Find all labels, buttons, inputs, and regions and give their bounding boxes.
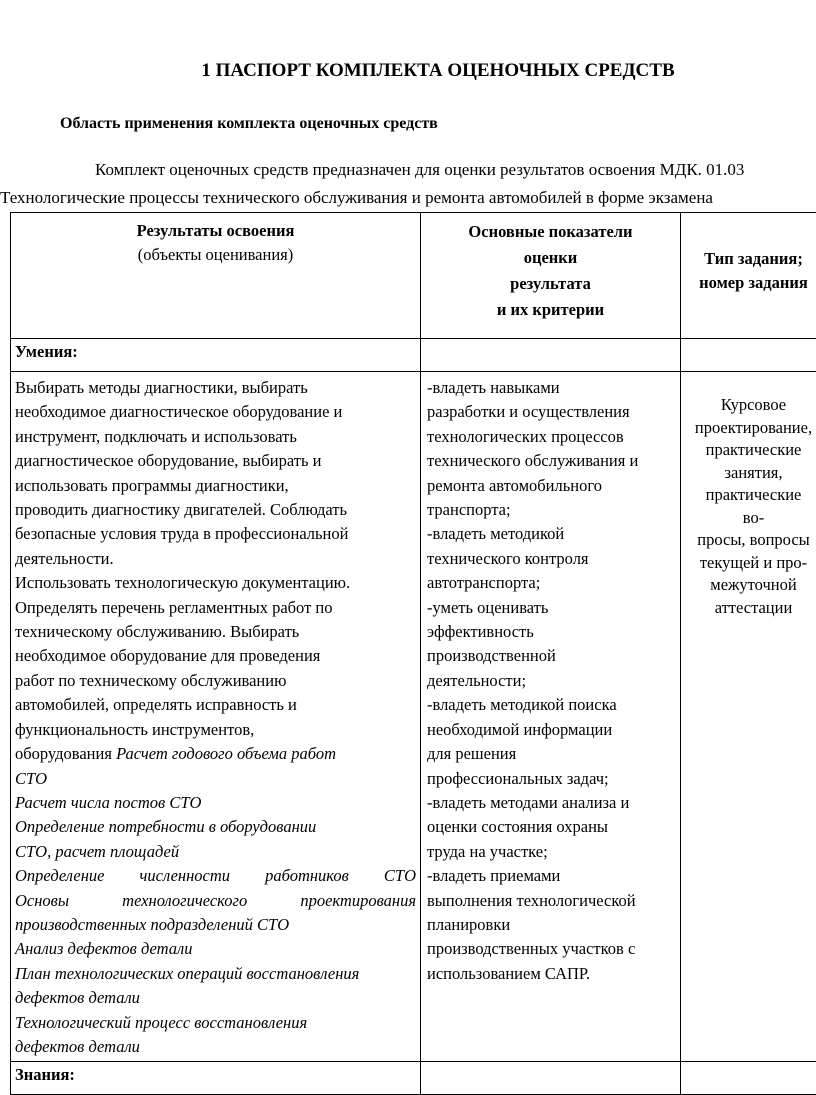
skills-italic-line: Технологический процесс восстановления [15,1011,416,1035]
header-results [11,213,421,339]
indicator-line: -владеть методикой поиска [427,693,676,717]
assessment-table [10,212,816,1095]
indicators-cell [421,372,681,1062]
skills-italic-line: СТО, расчет площадей [15,840,416,864]
page-title: 1 ПАСПОРТ КОМПЛЕКТА ОЦЕНОЧНЫХ СРЕДСТВ [0,60,816,82]
indicator-line: профессиональных задач; [427,767,676,791]
indicator-line: -владеть методами анализа и [427,791,676,815]
skills-line: необходимое диагностическое оборудование и [15,400,416,424]
indicator-line: выполнения технологической [427,889,676,913]
skills-line-mixed [15,742,416,766]
header-indicators [421,213,681,339]
task-type-line: Курсовое [683,394,816,417]
indicator-line: использованием САПР. [427,962,676,986]
knowledge-label: Знания: [11,1062,421,1095]
indicator-line: оценки состояния охраны [427,815,676,839]
indicator-line: -владеть навыками [427,376,676,400]
table-header-row [11,213,816,339]
task-type-line: практические [683,484,816,507]
indicator-item [427,522,676,595]
skills-italic-line: СТО [15,767,416,791]
header-task-type [681,213,816,339]
task-type-line: аттестации [683,597,816,620]
indicator-line: необходимой информации [427,718,676,742]
empty-cell [421,339,681,372]
skills-line: инструмент, подключать и использовать [15,425,416,449]
indicator-line: технического контроля [427,547,676,571]
intro-line-2: Технологические процессы технического обслуживания и ремонта автомобилей в форме экзамена [0,188,816,208]
indicator-line: -владеть методикой [427,522,676,546]
empty-cell [421,1062,681,1095]
indicator-line: планировки [427,913,676,937]
skills-italic-line: План технологических операций восстановления [15,962,416,986]
skills-line: автомобилей, определять исправность и [15,693,416,717]
indicator-line: разработки и осуществления [427,400,676,424]
skills-italic-line: Расчет числа постов СТО [15,791,416,815]
indicator-item [427,596,676,694]
skills-line: проводить диагностику двигателей. Соблюдать [15,498,416,522]
task-type-line: текущей и про- [683,552,816,575]
indicator-line: автотранспорта; [427,571,676,595]
skills-line: Выбирать методы диагностики, выбирать [15,376,416,400]
indicator-item [427,693,676,791]
skills-line: использовать программы диагностики, [15,474,416,498]
empty-cell [681,339,816,372]
task-type-line: во- [683,507,816,530]
skills-italic-line: производственных подразделений СТО [15,913,416,937]
empty-cell [681,1062,816,1095]
skills-line: работ по техническому обслуживанию [15,669,416,693]
task-type-line: просы, вопросы [683,529,816,552]
skills-line: техническому обслуживанию. Выбирать [15,620,416,644]
header-indicators-line: оценки [421,245,680,271]
skills-line: Использовать технологическую документацию. [15,571,416,595]
skills-line: безопасные условия труда в профессиональной [15,522,416,546]
knowledge-section-row [11,1062,816,1095]
indicator-line: -владеть приемами [427,864,676,888]
header-indicators-line: и их критерии [421,297,680,323]
header-results-title: Результаты освоения [11,219,420,243]
header-results-subtitle: (объекты оценивания) [11,243,420,267]
indicator-line: деятельности; [427,669,676,693]
skills-plain-text: оборудования [15,744,116,763]
indicator-line: ремонта автомобильного [427,474,676,498]
task-type-line: проектирование, [683,417,816,440]
skills-line: Определять перечень регламентных работ по [15,596,416,620]
indicator-line: эффективность [427,620,676,644]
intro-line-1: Комплект оценочных средств предназначен для оценки результатов освоения МДК. 01.03 [95,160,816,180]
header-indicators-line: Основные показатели [421,219,680,245]
header-indicators-line: результата [421,271,680,297]
skills-italic-text: Расчет годового объема работ [116,744,336,763]
skills-italic-line: Определение численности работников СТО [15,864,416,888]
skills-italic-line: дефектов детали [15,986,416,1010]
indicator-line: производственной [427,644,676,668]
section-subtitle: Область применения комплекта оценочных средств [60,115,438,133]
indicator-line: технического обслуживания и [427,449,676,473]
skills-label: Умения: [11,339,421,372]
skills-italic-line: Определение потребности в оборудовании [15,815,416,839]
indicator-line: транспорта; [427,498,676,522]
skills-line: деятельности. [15,547,416,571]
indicator-item [427,791,676,864]
skills-italic-line: дефектов детали [15,1035,416,1059]
indicator-line: для решения [427,742,676,766]
header-task-type-line: номер задания [681,271,816,295]
indicator-item [427,376,676,522]
skills-cell [11,372,421,1062]
skills-italic-line: Основы технологического проектирования [15,889,416,913]
skills-line: необходимое оборудование для проведения [15,644,416,668]
header-task-type-line: Тип задания; [681,247,816,271]
skills-line: диагностическое оборудование, выбирать и [15,449,416,473]
indicator-line: труда на участке; [427,840,676,864]
skills-content-row [11,372,816,1062]
indicator-line: производственных участков с [427,937,676,961]
task-type-line: межуточной [683,574,816,597]
task-type-cell [681,372,816,1062]
skills-section-row [11,339,816,372]
skills-italic-line: Анализ дефектов детали [15,937,416,961]
skills-line: функциональность инструментов, [15,718,416,742]
task-type-line: практические [683,439,816,462]
skills-paragraph-2 [15,571,416,1059]
indicator-line: технологических процессов [427,425,676,449]
indicator-line: -уметь оценивать [427,596,676,620]
skills-paragraph-1 [15,376,416,571]
indicator-item [427,864,676,986]
task-type-line: занятия, [683,462,816,485]
